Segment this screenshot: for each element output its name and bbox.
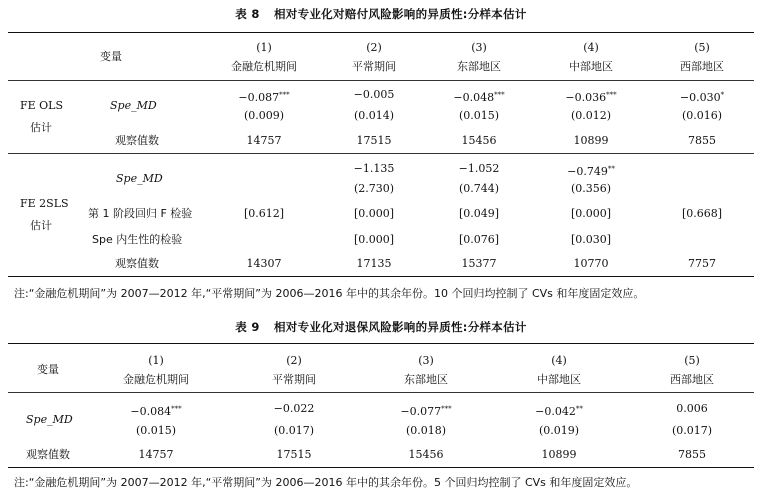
significance-stars: * xyxy=(720,91,725,99)
table8-col2-num: (2) xyxy=(366,41,382,54)
table9-col3-num: (3) xyxy=(418,354,434,367)
first-stage-2: [0.000] xyxy=(353,207,395,220)
table9-coef-label: Spe_MD xyxy=(26,413,73,426)
first-stage-label: 第 1 阶段回归 F 检验 xyxy=(88,207,193,220)
table9-top-rule xyxy=(8,343,754,344)
endog-test-3: [0.076] xyxy=(458,233,500,246)
table9-note: 注:“金融危机期间”为 2007—2012 年,“平常期间”为 2006—2016 年中的其余年份。5 个回归均控制了 CVs 和年度固定效应。 xyxy=(14,476,638,489)
fe-2sls-obs-1: 14307 xyxy=(246,257,282,270)
table9-se-1: (0.015) xyxy=(135,424,177,437)
fe-ols-se-2: (0.014) xyxy=(353,109,395,122)
table9-coef-1: −0.084*** xyxy=(130,405,182,418)
table8-col1-num: (1) xyxy=(256,41,272,54)
endog-test-2: [0.000] xyxy=(353,233,395,246)
table8-note: 注:“金融危机期间”为 2007—2012 年,“平常期间”为 2006—2016 年中的其余年份。10 个回归均控制了 CVs 和年度固定效应。 xyxy=(14,287,645,300)
table9-number: 表 9 xyxy=(235,320,260,334)
table8-col3-num: (3) xyxy=(471,41,487,54)
table8-col3-label: 东部地区 xyxy=(457,60,501,73)
table9-col2-label: 平常期间 xyxy=(272,373,316,386)
fe-2sls-se-3: (0.744) xyxy=(458,182,500,195)
fe-2sls-coef-label: Spe_MD xyxy=(116,172,163,185)
significance-stars: ** xyxy=(607,165,615,173)
fe-2sls-coef-4: −0.749** xyxy=(567,165,615,178)
significance-stars: *** xyxy=(494,91,505,99)
table9-obs-4: 10899 xyxy=(541,448,577,461)
fe-ols-coef-2: −0.005 xyxy=(353,88,395,101)
significance-stars: *** xyxy=(279,91,290,99)
fe-ols-obs-5: 7855 xyxy=(688,134,716,147)
table9-col5-label: 西部地区 xyxy=(670,373,714,386)
fe-ols-obs-label: 观察值数 xyxy=(115,134,159,147)
fe-2sls-obs-4: 10770 xyxy=(573,257,609,270)
fe-2sls-obs-label: 观察值数 xyxy=(115,257,159,270)
fe-2sls-se-2: (2.730) xyxy=(353,182,395,195)
fe-2sls-obs-5: 7757 xyxy=(688,257,716,270)
table9-bottom-rule xyxy=(8,467,754,468)
fe-2sls-coef-2: −1.135 xyxy=(353,162,395,175)
fe-ols-label-line1: FE OLS xyxy=(20,99,64,112)
table9-col1-num: (1) xyxy=(148,354,164,367)
table8-col4-num: (4) xyxy=(583,41,599,54)
fe-2sls-label-line1: FE 2SLS xyxy=(20,197,69,210)
fe-ols-obs-1: 14757 xyxy=(246,134,282,147)
table9-se-5: (0.017) xyxy=(671,424,713,437)
first-stage-1: [0.612] xyxy=(243,207,285,220)
fe-ols-se-3: (0.015) xyxy=(458,109,500,122)
table9-col4-num: (4) xyxy=(551,354,567,367)
significance-stars: *** xyxy=(171,405,182,413)
table9-obs-label: 观察值数 xyxy=(26,448,70,461)
fe-ols-obs-4: 10899 xyxy=(573,134,609,147)
significance-stars: ** xyxy=(575,405,583,413)
fe-2sls-se-4: (0.356) xyxy=(570,182,612,195)
table8-header-rule xyxy=(8,80,754,81)
table9-caption xyxy=(0,319,762,335)
table9-col5-num: (5) xyxy=(684,354,700,367)
table9-col1-label: 金融危机期间 xyxy=(123,373,189,386)
table8-col5-label: 西部地区 xyxy=(680,60,724,73)
fe-ols-se-5: (0.016) xyxy=(681,109,723,122)
table9-title: 相对专业化对退保风险影响的异质性:分样本估计 xyxy=(274,320,527,334)
fe-ols-coef-5: −0.030* xyxy=(679,91,725,104)
table8-mid-rule xyxy=(8,153,754,154)
table8-caption xyxy=(0,6,762,22)
table9-se-4: (0.019) xyxy=(538,424,580,437)
table9-obs-5: 7855 xyxy=(678,448,706,461)
table8-col2-label: 平常期间 xyxy=(352,60,396,73)
table8-number: 表 8 xyxy=(235,7,260,21)
fe-2sls-obs-3: 15377 xyxy=(461,257,497,270)
table9-obs-2: 17515 xyxy=(276,448,312,461)
table8-col4-label: 中部地区 xyxy=(569,60,613,73)
table9-obs-3: 15456 xyxy=(408,448,444,461)
table9-col4-label: 中部地区 xyxy=(537,373,581,386)
table8-title: 相对专业化对赔付风险影响的异质性:分样本估计 xyxy=(274,7,527,21)
table9-col3-label: 东部地区 xyxy=(404,373,448,386)
fe-ols-coef-4: −0.036*** xyxy=(565,91,617,104)
table9-header-rule xyxy=(8,392,754,393)
fe-2sls-coef-3: −1.052 xyxy=(458,162,500,175)
table8-top-rule xyxy=(8,32,754,33)
first-stage-5: [0.668] xyxy=(681,207,723,220)
table9-coef-5: 0.006 xyxy=(676,402,708,415)
fe-ols-se-1: (0.009) xyxy=(243,109,285,122)
fe-ols-obs-2: 17515 xyxy=(356,134,392,147)
table8-variable-header: 变量 xyxy=(100,50,122,63)
significance-stars: *** xyxy=(606,91,617,99)
table9-coef-3: −0.077*** xyxy=(400,405,452,418)
table9-coef-2: −0.022 xyxy=(273,402,315,415)
table9-coef-4: −0.042** xyxy=(535,405,583,418)
fe-ols-obs-3: 15456 xyxy=(461,134,497,147)
fe-ols-se-4: (0.012) xyxy=(570,109,612,122)
endog-test-4: [0.030] xyxy=(570,233,612,246)
table8-col1-label: 金融危机期间 xyxy=(231,60,297,73)
endog-test-label: Spe 内生性的检验 xyxy=(92,233,183,246)
first-stage-4: [0.000] xyxy=(570,207,612,220)
first-stage-3: [0.049] xyxy=(458,207,500,220)
fe-ols-label-line2: 估计 xyxy=(30,121,52,134)
fe-2sls-obs-2: 17135 xyxy=(356,257,392,270)
fe-ols-coef-label: Spe_MD xyxy=(110,99,157,112)
table9-se-3: (0.018) xyxy=(405,424,447,437)
table9-variable-header: 变量 xyxy=(37,363,59,376)
fe-ols-coef-3: −0.048*** xyxy=(453,91,505,104)
table9-obs-1: 14757 xyxy=(138,448,174,461)
fe-ols-coef-1: −0.087*** xyxy=(238,91,290,104)
significance-stars: *** xyxy=(441,405,452,413)
table8-bottom-rule xyxy=(8,276,754,277)
fe-2sls-label-line2: 估计 xyxy=(30,219,52,232)
table8-col5-num: (5) xyxy=(694,41,710,54)
table9-col2-num: (2) xyxy=(286,354,302,367)
table9-se-2: (0.017) xyxy=(273,424,315,437)
